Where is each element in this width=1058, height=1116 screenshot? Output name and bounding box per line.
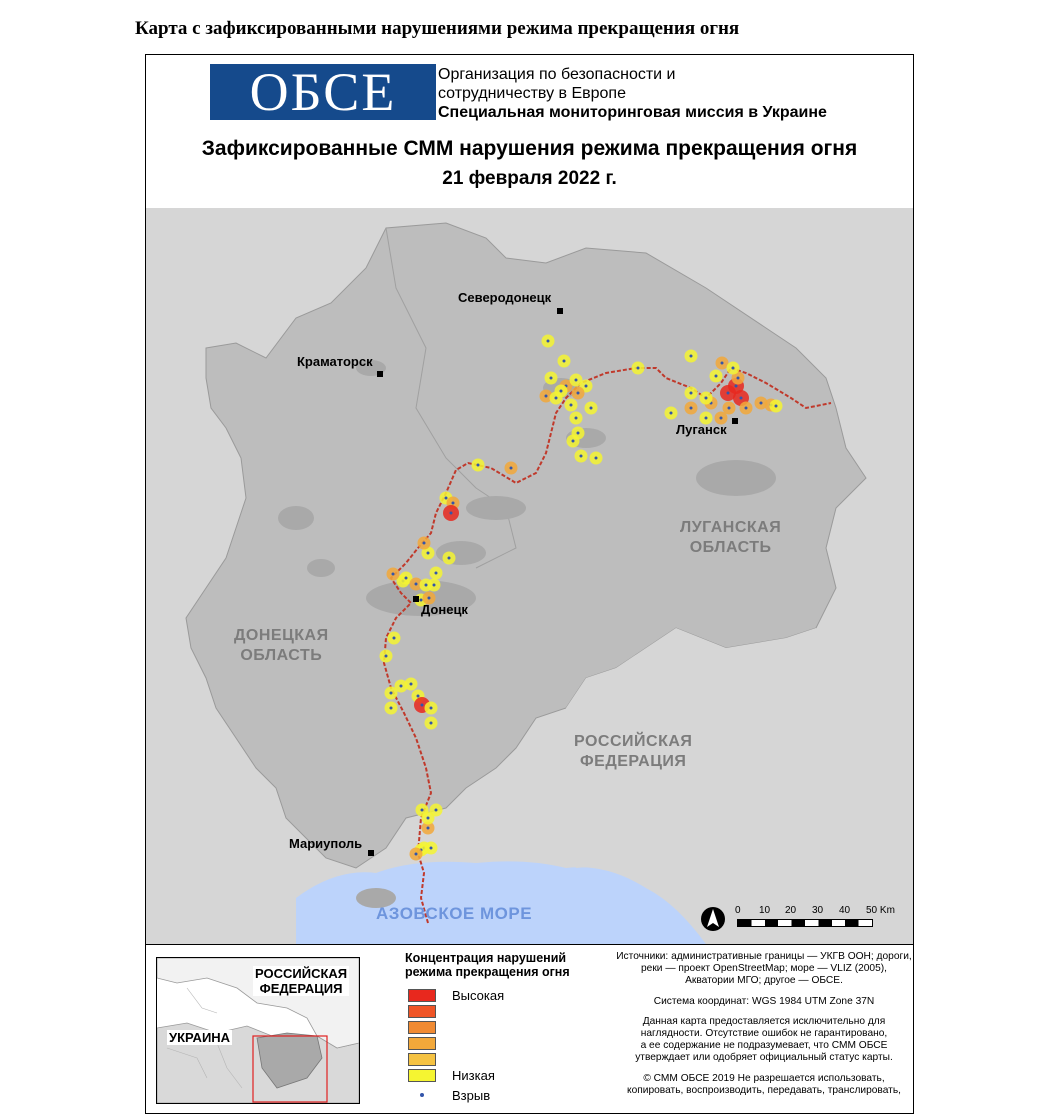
explosion-point <box>570 404 573 407</box>
explosion-point <box>563 360 566 363</box>
legend-swatch <box>408 989 436 1002</box>
bottom-panel <box>146 944 913 1116</box>
scale-bar-graphic <box>737 919 873 927</box>
organization-text <box>438 65 827 122</box>
explosion-point <box>775 405 778 408</box>
explosion-point <box>575 417 578 420</box>
city-label-donetsk: Донецк <box>421 602 468 617</box>
explosion-point <box>715 375 718 378</box>
legend-swatch <box>408 1021 436 1034</box>
explosion-point <box>732 367 735 370</box>
legend-swatch <box>408 1037 436 1050</box>
explosion-point <box>433 584 436 587</box>
explosion-point <box>690 355 693 358</box>
legend-item-explosion: Взрыв <box>405 1089 625 1103</box>
legend-item-level-4 <box>405 1053 625 1067</box>
explosion-point <box>590 407 593 410</box>
inset-label-ukraine: УКРАИНА <box>169 1030 231 1045</box>
explosion-point <box>448 557 451 560</box>
city-dot-severodonetsk <box>557 308 563 314</box>
explosion-point <box>585 385 588 388</box>
explosion-point <box>477 464 480 467</box>
explosion-point <box>580 455 583 458</box>
map-area[interactable] <box>146 208 913 944</box>
logo-text: ОБСЕ <box>249 62 397 122</box>
explosion-point <box>572 440 575 443</box>
map-canvas <box>146 208 913 944</box>
explosion-point <box>421 809 424 812</box>
explosion-point <box>427 827 430 830</box>
explosion-point <box>721 362 724 365</box>
explosion-point <box>430 847 433 850</box>
region-label-luhansk: ЛУГАНСКАЯ ОБЛАСТЬ <box>680 519 782 556</box>
explosion-point <box>720 417 723 420</box>
explosion-point <box>555 397 558 400</box>
explosion-point <box>745 407 748 410</box>
legend-title-line-1: Концентрация нарушений <box>405 951 567 965</box>
osce-logo <box>210 64 436 120</box>
scale-bar: 0 10 20 30 40 50 Km <box>735 905 905 935</box>
explosion-point <box>575 379 578 382</box>
city-dot-kramatorsk <box>377 371 383 377</box>
legend-swatch <box>408 1053 436 1066</box>
explosion-point <box>392 573 395 576</box>
explosion-point <box>425 584 428 587</box>
explosion-point <box>393 637 396 640</box>
legend <box>405 951 605 1103</box>
explosion-point <box>427 552 430 555</box>
region-label-russia: РОССИЙСКАЯ ФЕДЕРАЦИЯ <box>574 733 693 770</box>
explosion-point <box>690 392 693 395</box>
explosion-point <box>705 397 708 400</box>
sea-label: АЗОВСКОЕ МОРЕ <box>376 904 533 923</box>
legend-item-level-1 <box>405 1005 625 1019</box>
explosion-point <box>421 704 424 707</box>
explosion-point <box>737 377 740 380</box>
city-label-luhansk: Луганск <box>676 422 727 437</box>
sources-paragraph-1: Источники: административные границы — УКГВ ООН; дороги, реки — проект OpenStreetMap; море — VLIZ (2005), Акватории МГО; другое — ОБСЕ. <box>616 951 912 987</box>
explosion-point <box>577 392 580 395</box>
explosion-point <box>577 432 580 435</box>
explosion-point <box>450 512 453 515</box>
legend-swatch <box>408 1005 436 1018</box>
explosion-point <box>428 597 431 600</box>
org-line-2: сотрудничеству в Европе <box>438 85 626 102</box>
explosion-point <box>415 853 418 856</box>
city-dot-luhansk <box>732 418 738 424</box>
map-header <box>146 55 913 209</box>
explosion-point <box>595 457 598 460</box>
inset-map <box>156 957 360 1104</box>
sources-text <box>616 951 912 1105</box>
legend-label: Высокая <box>452 988 505 1003</box>
explosion-point <box>435 572 438 575</box>
city-label-severodonetsk: Северодонецк <box>458 290 552 305</box>
explosion-point <box>430 707 433 710</box>
explosion-point <box>415 583 418 586</box>
sources-paragraph-3: Данная карта предоставляется исключительно для наглядности. Отсутствие ошибок не гарантировано, а ее содержание не подразумевает, что СММ ОБСЕ утверждает или одобряет официальный статус карты. <box>635 1015 893 1064</box>
inset-label-russia: РОССИЙСКАЯ ФЕДЕРАЦИЯ <box>255 966 348 996</box>
explosion-point <box>510 467 513 470</box>
legend-item-level-0 <box>405 989 625 1003</box>
map-title: Зафиксированные СММ нарушения режима прекращения огня <box>201 137 858 160</box>
city-label-mariupol: Мариуполь <box>289 836 363 851</box>
map-date: 21 февраля 2022 г. <box>442 168 617 189</box>
explosion-point <box>435 809 438 812</box>
explosion-point <box>445 497 448 500</box>
org-line-1: Организация по безопасности и <box>438 66 676 83</box>
explosion-icon <box>420 1093 424 1097</box>
document-heading: Карта с зафиксированными нарушениями режима прекращения огня <box>135 18 740 39</box>
explosion-point <box>390 707 393 710</box>
sources-paragraph-2: Система координат: WGS 1984 UTM Zone 37N <box>653 995 875 1007</box>
explosion-point <box>560 390 563 393</box>
legend-item-level-2 <box>405 1021 625 1035</box>
explosion-point <box>740 397 743 400</box>
explosion-point <box>427 817 430 820</box>
explosion-point <box>430 722 433 725</box>
north-arrow-icon <box>699 905 727 933</box>
explosion-point <box>547 340 550 343</box>
legend-label: Низкая <box>452 1068 495 1083</box>
explosion-point <box>417 695 420 698</box>
explosion-point <box>760 402 763 405</box>
explosion-point <box>728 407 731 410</box>
explosion-point <box>735 385 738 388</box>
explosion-point <box>637 367 640 370</box>
city-label-kramatorsk: Краматорск <box>297 354 373 369</box>
explosion-point <box>452 502 455 505</box>
explosion-point <box>545 395 548 398</box>
legend-title-line-2: режима прекращения огня <box>405 965 570 979</box>
map-frame <box>145 54 914 1114</box>
explosion-point <box>390 692 393 695</box>
legend-item-level-5 <box>405 1069 625 1083</box>
explosion-point <box>405 577 408 580</box>
explosion-point <box>705 417 708 420</box>
explosion-point <box>410 683 413 686</box>
explosion-point <box>670 412 673 415</box>
explosion-point <box>550 377 553 380</box>
explosion-point <box>423 542 426 545</box>
sources-paragraph-4: © СММ ОБСЕ 2019 Не разрешается использовать, копировать, воспроизводить, передавать, транслировать, <box>627 1072 901 1096</box>
explosion-point <box>385 655 388 658</box>
legend-item-level-3 <box>405 1037 625 1051</box>
city-dot-donetsk <box>413 596 419 602</box>
explosion-point <box>690 407 693 410</box>
explosion-point <box>400 685 403 688</box>
city-dot-mariupol <box>368 850 374 856</box>
org-line-3: Специальная мониторинговая миссия в Украине <box>438 104 827 121</box>
legend-swatch <box>408 1069 436 1082</box>
region-label-donetsk: ДОНЕЦКАЯ ОБЛАСТЬ <box>234 627 329 664</box>
explosion-point <box>727 392 730 395</box>
